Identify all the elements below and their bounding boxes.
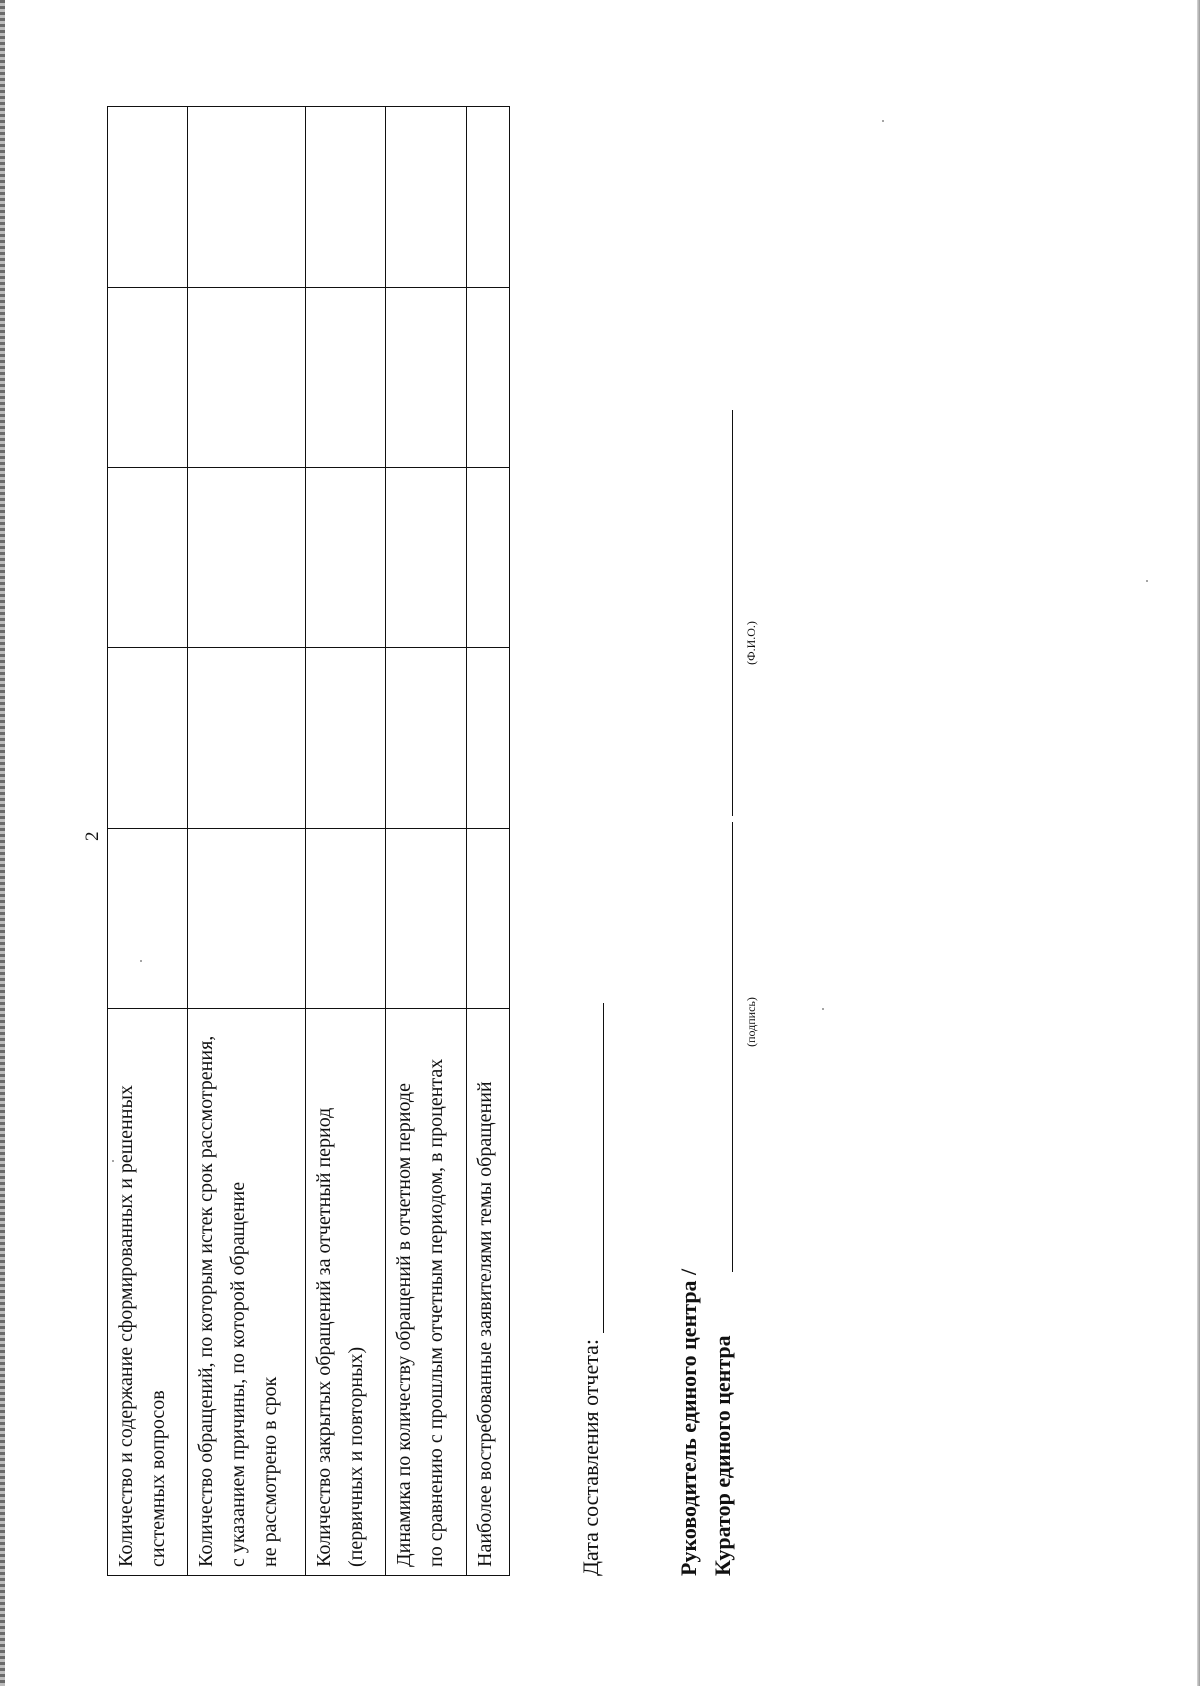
table-cell	[386, 107, 466, 288]
table-cell	[306, 287, 386, 467]
row-label-line: Динамика по количеству обращений в отчетном периоде	[393, 1083, 416, 1567]
row-label-line: по сравнению с прошлым отчетным периодом, в процентах	[425, 1058, 448, 1567]
table-cell	[386, 287, 466, 467]
row-label-line: Наиболее востребованные заявителями темы обращений	[473, 1081, 496, 1567]
table-cell	[188, 467, 306, 647]
table-row	[386, 107, 466, 1576]
table-cell	[306, 107, 386, 288]
table-cell	[188, 828, 306, 1008]
table-cell	[108, 107, 188, 288]
date-blank-line	[581, 1003, 604, 1333]
page-number: 2	[82, 831, 103, 841]
signatory-title-line: Руководитель единого центра /	[676, 1268, 701, 1576]
table-cell	[108, 287, 188, 467]
table-cell	[466, 287, 509, 467]
row-label-line: системных вопросов	[147, 1390, 169, 1567]
table-cell	[188, 648, 306, 828]
name-line	[732, 410, 733, 816]
table-cell	[108, 467, 188, 647]
row-label-line: (первичных и повторных)	[345, 1346, 368, 1567]
table-cell	[188, 107, 306, 288]
signatory-title-line: Куратор единого центра	[710, 1335, 735, 1576]
table-row	[188, 107, 306, 1576]
table-cell	[108, 648, 188, 828]
report-date-line	[578, 1003, 604, 1576]
row-label	[306, 1009, 386, 1576]
row-label-line: не рассмотрено в срок	[259, 1376, 282, 1567]
table-cell	[466, 648, 509, 828]
row-label-line: Количество и содержание сформированных и решенных	[115, 1085, 137, 1567]
row-label	[188, 1009, 306, 1576]
table-row	[306, 107, 386, 1576]
report-table	[107, 106, 510, 1576]
table-cell	[306, 828, 386, 1008]
table-cell	[306, 467, 386, 647]
table-cell	[386, 467, 466, 647]
table-cell	[188, 287, 306, 467]
table-cell	[108, 828, 188, 1008]
table-cell	[466, 828, 509, 1008]
name-caption: (Ф.И.О.)	[744, 621, 758, 665]
row-label	[108, 1009, 188, 1576]
date-label: Дата составления отчета:	[578, 1339, 603, 1576]
row-label-line: с указанием причины, по которой обращение	[227, 1181, 250, 1567]
table-cell	[386, 648, 466, 828]
table-cell	[306, 648, 386, 828]
signature-caption: (подпись)	[744, 997, 758, 1047]
row-label	[386, 1009, 466, 1576]
table-row	[108, 107, 188, 1576]
signatory-title	[672, 1269, 740, 1576]
signature-line	[732, 822, 733, 1272]
row-label	[466, 1009, 509, 1576]
row-label-line: Количество закрытых обращений за отчетный период	[313, 1107, 336, 1567]
table-cell	[466, 107, 509, 288]
row-label-line: Количество обращений, по которым истек срок рассмотрения,	[195, 1035, 218, 1567]
table-row	[466, 107, 509, 1576]
table-cell	[386, 828, 466, 1008]
table-cell	[466, 467, 509, 647]
